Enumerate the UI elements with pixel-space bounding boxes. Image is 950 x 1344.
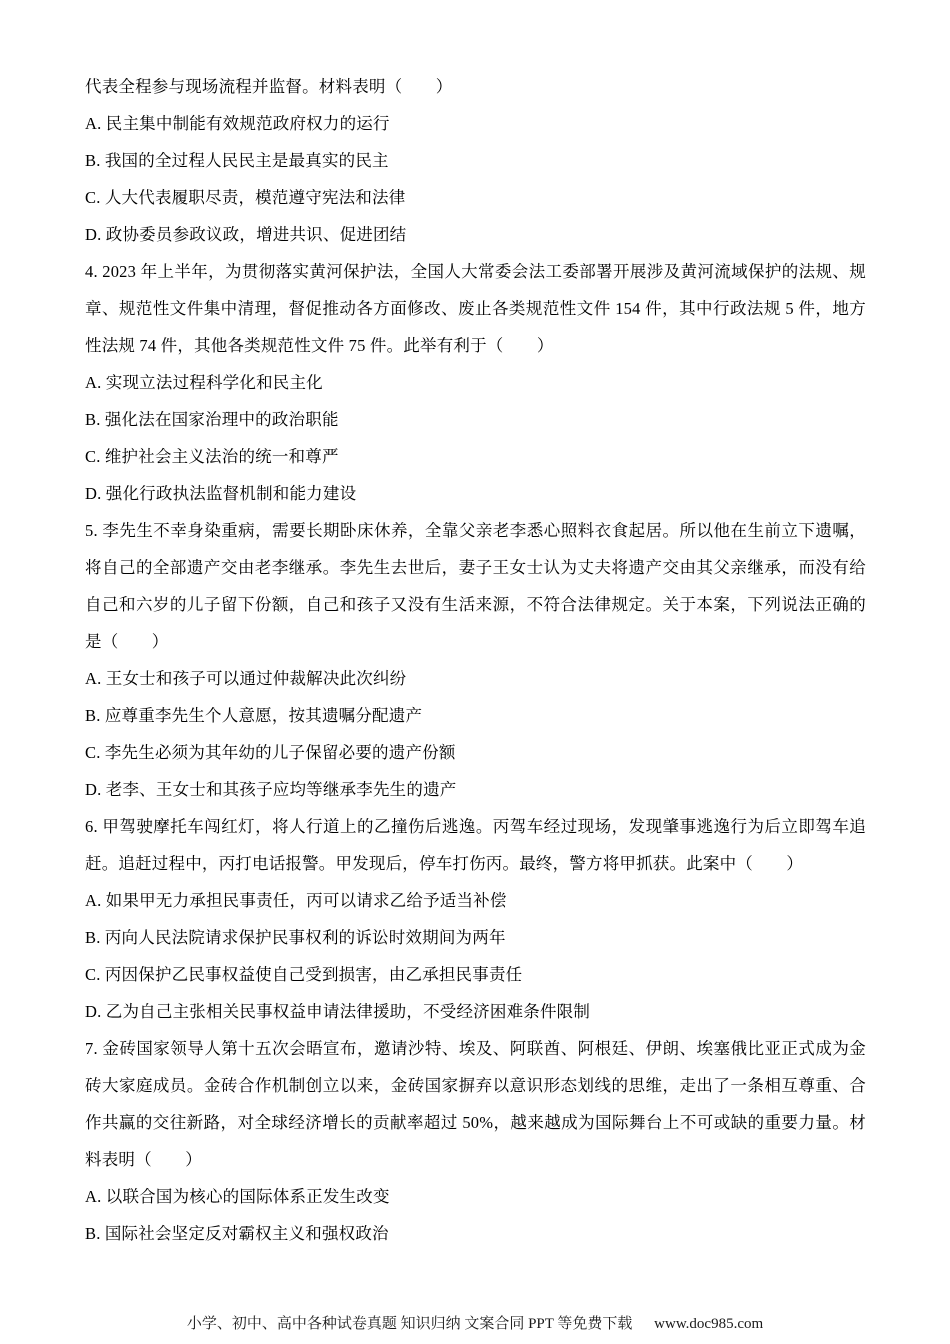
question-option: C. 维护社会主义法治的统一和尊严: [85, 447, 339, 466]
question-option: A. 王女士和孩子可以通过仲裁解决此次纠纷: [85, 669, 407, 688]
question-option: D. 强化行政执法监督机制和能力建设: [85, 484, 357, 503]
document-page: [85, 68, 866, 1252]
question-stem: 4. 2023 年上半年，为贯彻落实黄河保护法，全国人大常委会法工委部署开展涉及黄河流域保护的法规、规章、规范性文件集中清理，督促推动各方面修改、废止各类规范性文件 154 件，其中行政法规 5 件，地方性法规 74 件，其他各类规范性文件 75 件。此举有利于（ ）: [85, 262, 866, 355]
question-stem: 6. 甲驾驶摩托车闯红灯，将人行道上的乙撞伤后逃逸。丙驾车经过现场，发现肇事逃逸行为后立即驾车追赶。追赶过程中，丙打电话报警。甲发现后，停车打伤丙。最终，警方将甲抓获。此案中（ ）: [85, 817, 866, 873]
question-option: B. 强化法在国家治理中的政治职能: [85, 410, 339, 429]
question-option: A. 实现立法过程科学化和民主化: [85, 373, 323, 392]
question-option: A. 以联合国为核心的国际体系正发生改变: [85, 1187, 390, 1206]
question-stem-continuation: 代表全程参与现场流程并监督。材料表明（ ）: [85, 77, 453, 96]
question-option: B. 丙向人民法院请求保护民事权利的诉讼时效期间为两年: [85, 928, 506, 947]
question-option: B. 应尊重李先生个人意愿，按其遗嘱分配遗产: [85, 706, 423, 725]
question-option: C. 人大代表履职尽责，模范遵守宪法和法律: [85, 188, 406, 207]
question-option: D. 政协委员参政议政，增进共识、促进团结: [85, 225, 407, 244]
question-option: C. 李先生必须为其年幼的儿子保留必要的遗产份额: [85, 743, 456, 762]
question-stem: 5. 李先生不幸身染重病，需要长期卧床休养，全靠父亲老李悉心照料衣食起居。所以他在生前立下遗嘱，将自己的全部遗产交由老李继承。李先生去世后，妻子王女士认为丈夫将遗产交由其父亲继承，而没有给自己和六岁的儿子留下份额，自己和孩子又没有生活来源，不符合法律规定。关于本案，下列说法正确的是（ ）: [85, 521, 866, 651]
question-option: B. 国际社会坚定反对霸权主义和强权政治: [85, 1224, 389, 1243]
question-stem: 7. 金砖国家领导人第十五次会晤宣布，邀请沙特、埃及、阿联酋、阿根廷、伊朗、埃塞俄比亚正式成为金砖大家庭成员。金砖合作机制创立以来，金砖国家摒弃以意识形态划线的思维，走出了一条相互尊重、合作共赢的交往新路，对全球经济增长的贡献率超过 50%，越来越成为国际舞台上不可或缺的重要力量。材料表明（ ）: [85, 1039, 866, 1169]
question-option: B. 我国的全过程人民民主是最真实的民主: [85, 151, 389, 170]
question-option: A. 民主集中制能有效规范政府权力的运行: [85, 114, 390, 133]
footer-site-url: www.doc985.com: [654, 1316, 764, 1332]
question-option: A. 如果甲无力承担民事责任，丙可以请求乙给予适当补偿: [85, 891, 507, 910]
question-option: C. 丙因保护乙民事权益使自己受到损害，由乙承担民事责任: [85, 965, 523, 984]
question-option: D. 老李、王女士和其孩子应均等继承李先生的遗产: [85, 780, 457, 799]
footer-services-text: 小学、初中、高中各种试卷真题 知识归纳 文案合同 PPT 等免费下载: [186, 1316, 633, 1332]
page-footer: [0, 1314, 950, 1334]
question-option: D. 乙为自己主张相关民事权益申请法律援助，不受经济困难条件限制: [85, 1002, 591, 1021]
